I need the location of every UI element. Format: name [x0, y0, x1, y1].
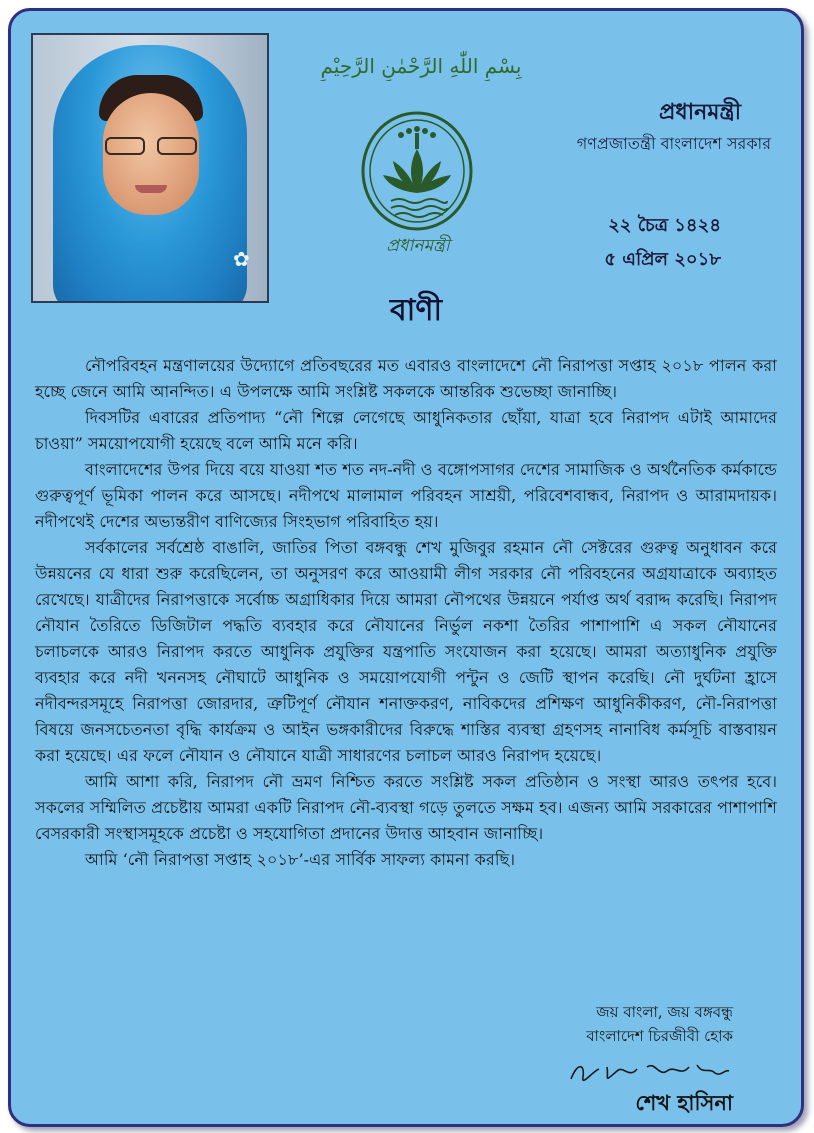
seal-caption: প্রধানমন্ত্রী: [386, 236, 450, 256]
bismillah-calligraphy: [301, 51, 541, 81]
office-title: প্রধানমন্ত্রী: [658, 99, 741, 125]
paragraph: দিবসটির এবারের প্রতিপাদ্য “নৌ শিল্পে লেগেছে আধুনিকতার ছোঁয়া, যাত্রা হবে নিরাপদ এটাই আমাদের চাওয়া” সময়োপযোগী হয়েছে বলে আমি মনে করি।: [35, 408, 777, 453]
page-title: বাণী: [389, 293, 443, 328]
closing-slogan: জয় বাংলা, জয় বঙ্গবন্ধু: [596, 1003, 733, 1021]
signer-name: শেখ হাসিনা: [635, 1090, 733, 1115]
date-gregorian: ৫ এপ্রিল ২০১৮: [604, 249, 721, 270]
brooch-icon: ✿: [233, 247, 250, 271]
paragraph: আমি আশা করি, নিরাপদ নৌ ভ্রমণ নিশ্চিত করতে সংশ্লিষ্ট সকল প্রতিষ্ঠান ও সংস্থা আরও তৎপর হবে। সকলের সম্মিলিত প্রচেষ্টায় আমরা একটি নিরাপদ নৌ-ব্যবস্থা গড়ে তুলতে সক্ষম হব। এজন্য আমি সরকারের পাশাপাশি বেসরকারী সংস্থাসমূহকে প্রচেষ্টা ও সহযোগিতা প্রদানের উদাত্ত আহবান জানাচ্ছি।: [35, 772, 777, 843]
date-bengali: ২২ চৈত্র ১৪২৪: [608, 215, 721, 236]
paragraph: আমি ‘নৌ নিরাপত্তা সপ্তাহ ২০১৮’-এর সার্বিক সাফল্য কামনা করছি।: [85, 850, 516, 869]
portrait-photo: [31, 33, 269, 303]
handwritten-signature: [563, 1057, 733, 1091]
paragraph: সর্বকালের সর্বশ্রেষ্ঠ বাঙালি, জাতির পিতা বঙ্গবন্ধু শেখ মুজিবুর রহমান নৌ সেক্টরের গুরুত্ব অনুধাবন করে উন্নয়নের যে ধারা শুরু করেছিলেন, তা অনুসরণ করে আওয়ামী লীগ সরকার নৌ পরিবহনের অগ্রযাত্রাকে অব্যাহত রেখেছে। যাত্রীদের নিরাপত্তাকে সর্বোচ্চ অগ্রাধিকার দিয়ে আমরা নৌপথের উন্নয়নে পর্যাপ্ত অর্থ বরাদ্দ করেছি। নিরাপদ নৌযান তৈরিতে ডিজিটাল পদ্ধতি ব্যবহার করে নৌযানের নির্ভুল নকশা তৈরির পাশাপাশি এ সকল নৌযানের চলাচলকে আরও নিরাপদ করতে আধুনিক প্রযুক্তির যন্ত্রপাতি সংযোজন করা হয়েছে। আমরা অত্যাধুনিক প্রযুক্তি ব্যবহার করে নদী খননসহ নৌঘাটে আধুনিক ও সময়োপযোগী পন্টুন ও জেটি স্থাপন করেছি। নৌ দুর্ঘটনা হ্রাসে নদীবন্দরসমূহে নিরাপত্তা জোরদার, ত্রুটিপূর্ণ নৌযান শনাক্তকরণ, নাবিকদের প্রশিক্ষণ আধুনিকীকরণ, নৌ-নিরাপত্তা বিষয়ে জনসচেতনতা বৃদ্ধি কার্যক্রম ও আইন ভঙ্গকারীদের বিরুদ্ধে শাস্তির ব্যবস্থা গ্রহণসহ নানাবিধ কর্মসূচি বাস্তবায়ন করা হয়েছে। এর ফলে নৌযান ও নৌযানে যাত্রী সাধারণের চলাচল আরও নিরাপদ হয়েছে।: [35, 538, 777, 765]
message-body: [35, 353, 777, 873]
government-name: গণপ্রজাতন্ত্রী বাংলাদেশ সরকার: [576, 134, 771, 153]
message-card: [8, 8, 804, 1127]
paragraph: বাংলাদেশের উপর দিয়ে বয়ে যাওয়া শত শত নদ-নদী ও বঙ্গোপসাগর দেশের সামাজিক ও অর্থনৈতিক কর্মকান্ডে গুরুত্বপূর্ণ ভূমিকা পালন করে আসছে। নদীপথে মালামাল পরিবহন সাশ্রয়ী, পরিবেশবান্ধব, নিরাপদ ও আরামদায়ক। নদীপথেই দেশের অভ্যন্তরীণ বাণিজ্যের সিংহভাগ পরিবাহিত হয়।: [35, 460, 777, 531]
paragraph: নৌপরিবহন মন্ত্রণালয়ের উদ্যোগে প্রতিবছরের মত এবারও বাংলাদেশে নৌ নিরাপত্তা সপ্তাহ ২০১৮ পালন করা হচ্ছে জেনে আমি আনন্দিত। এ উপলক্ষে আমি সংশ্লিষ্ট সকলকে আন্তরিক শুভেচ্ছা জানাচ্ছি।: [35, 356, 777, 401]
closing-blessing: বাংলাদেশ চিরজীবী হোক: [586, 1027, 733, 1045]
svg-text:بِسْمِ اللّٰهِ الرَّحْمٰنِ الر: بِسْمِ اللّٰهِ الرَّحْمٰنِ الرَّحِيْمِ: [320, 54, 522, 78]
